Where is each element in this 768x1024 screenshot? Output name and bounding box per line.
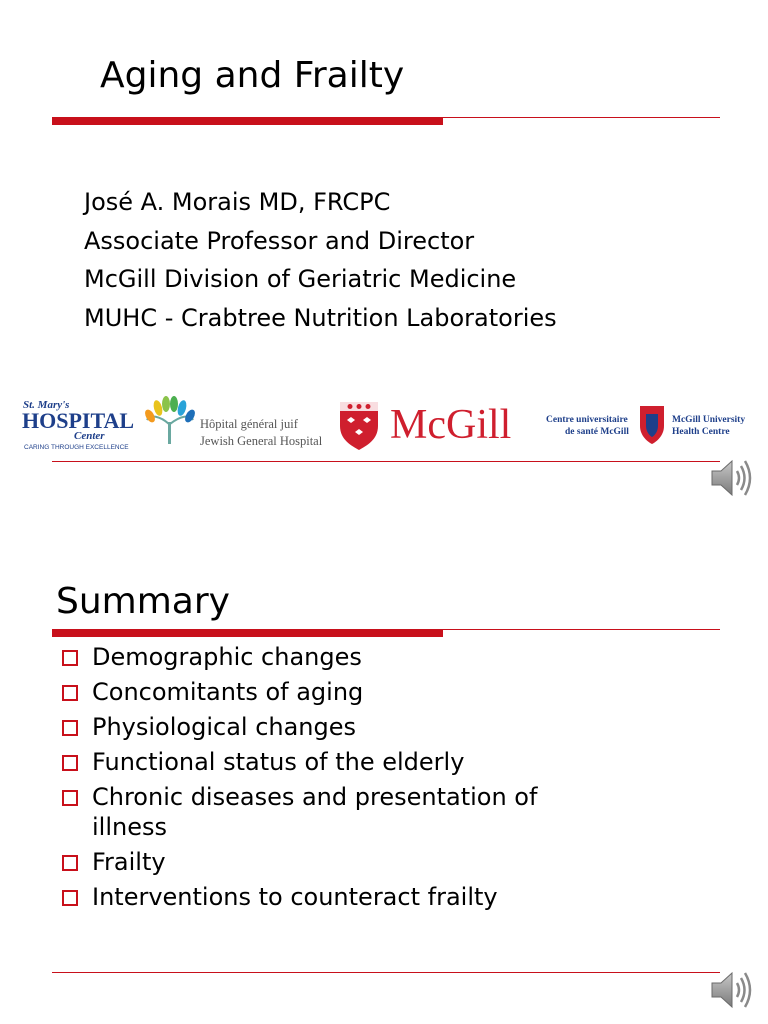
list-item: Functional status of the elderly xyxy=(60,747,612,777)
svg-text:Jewish General Hospital: Jewish General Hospital xyxy=(200,434,323,448)
mcgill-shield-icon xyxy=(340,402,378,450)
svg-text:Hôpital général juif: Hôpital général juif xyxy=(200,417,298,431)
summary-list xyxy=(60,642,612,917)
svg-text:de santé McGill: de santé McGill xyxy=(565,427,629,437)
hollow-square-bullet-icon xyxy=(62,650,78,666)
jgh-tree-icon xyxy=(143,396,197,444)
list-item: Demographic changes xyxy=(60,642,612,672)
speaker-icon[interactable] xyxy=(710,968,756,1012)
title-underline-thin xyxy=(443,629,720,630)
author-block xyxy=(84,183,557,337)
author-lab: MUHC - Crabtree Nutrition Laboratories xyxy=(84,303,557,332)
list-item: Interventions to counteract frailty xyxy=(60,882,612,912)
list-item: Chronic diseases and presentation of illness xyxy=(60,782,612,842)
svg-text:Center: Center xyxy=(74,430,105,442)
hollow-square-bullet-icon xyxy=(62,720,78,736)
hollow-square-bullet-icon xyxy=(62,890,78,906)
slide-title: Aging and Frailty xyxy=(100,55,405,96)
list-item: Frailty xyxy=(60,847,612,877)
title-underline-thick xyxy=(52,117,443,125)
mcgill-wordmark: McGill xyxy=(390,402,512,448)
title-underline-thick xyxy=(52,629,443,637)
svg-text:St. Mary's: St. Mary's xyxy=(23,399,70,411)
footer-rule xyxy=(52,461,720,462)
jgh-logo-text xyxy=(200,417,323,448)
svg-text:Health Centre: Health Centre xyxy=(672,427,730,437)
hollow-square-bullet-icon xyxy=(62,685,78,701)
author-position: Associate Professor and Director xyxy=(84,226,475,255)
summary-slide xyxy=(0,512,768,1024)
svg-text:HOSPITAL: HOSPITAL xyxy=(22,408,135,433)
author-name: José A. Morais MD, FRCPC xyxy=(84,188,391,216)
list-item: Physiological changes xyxy=(60,712,612,742)
footer-rule xyxy=(52,972,720,973)
slide-title: Summary xyxy=(56,581,230,622)
hollow-square-bullet-icon xyxy=(62,855,78,871)
muhc-logo xyxy=(546,406,745,444)
svg-text:McGill University: McGill University xyxy=(672,415,746,425)
svg-text:Centre universitaire: Centre universitaire xyxy=(546,415,628,425)
institution-logos xyxy=(20,394,755,454)
speaker-icon[interactable] xyxy=(710,456,756,500)
svg-text:CARING THROUGH EXCELLENCE: CARING THROUGH EXCELLENCE xyxy=(24,444,129,451)
title-underline-thin xyxy=(443,117,720,118)
author-division: McGill Division of Geriatric Medicine xyxy=(84,265,517,293)
st-marys-hospital-logo xyxy=(22,399,134,451)
hollow-square-bullet-icon xyxy=(62,790,78,806)
list-item: Concomitants of aging xyxy=(60,677,612,707)
hollow-square-bullet-icon xyxy=(62,755,78,771)
